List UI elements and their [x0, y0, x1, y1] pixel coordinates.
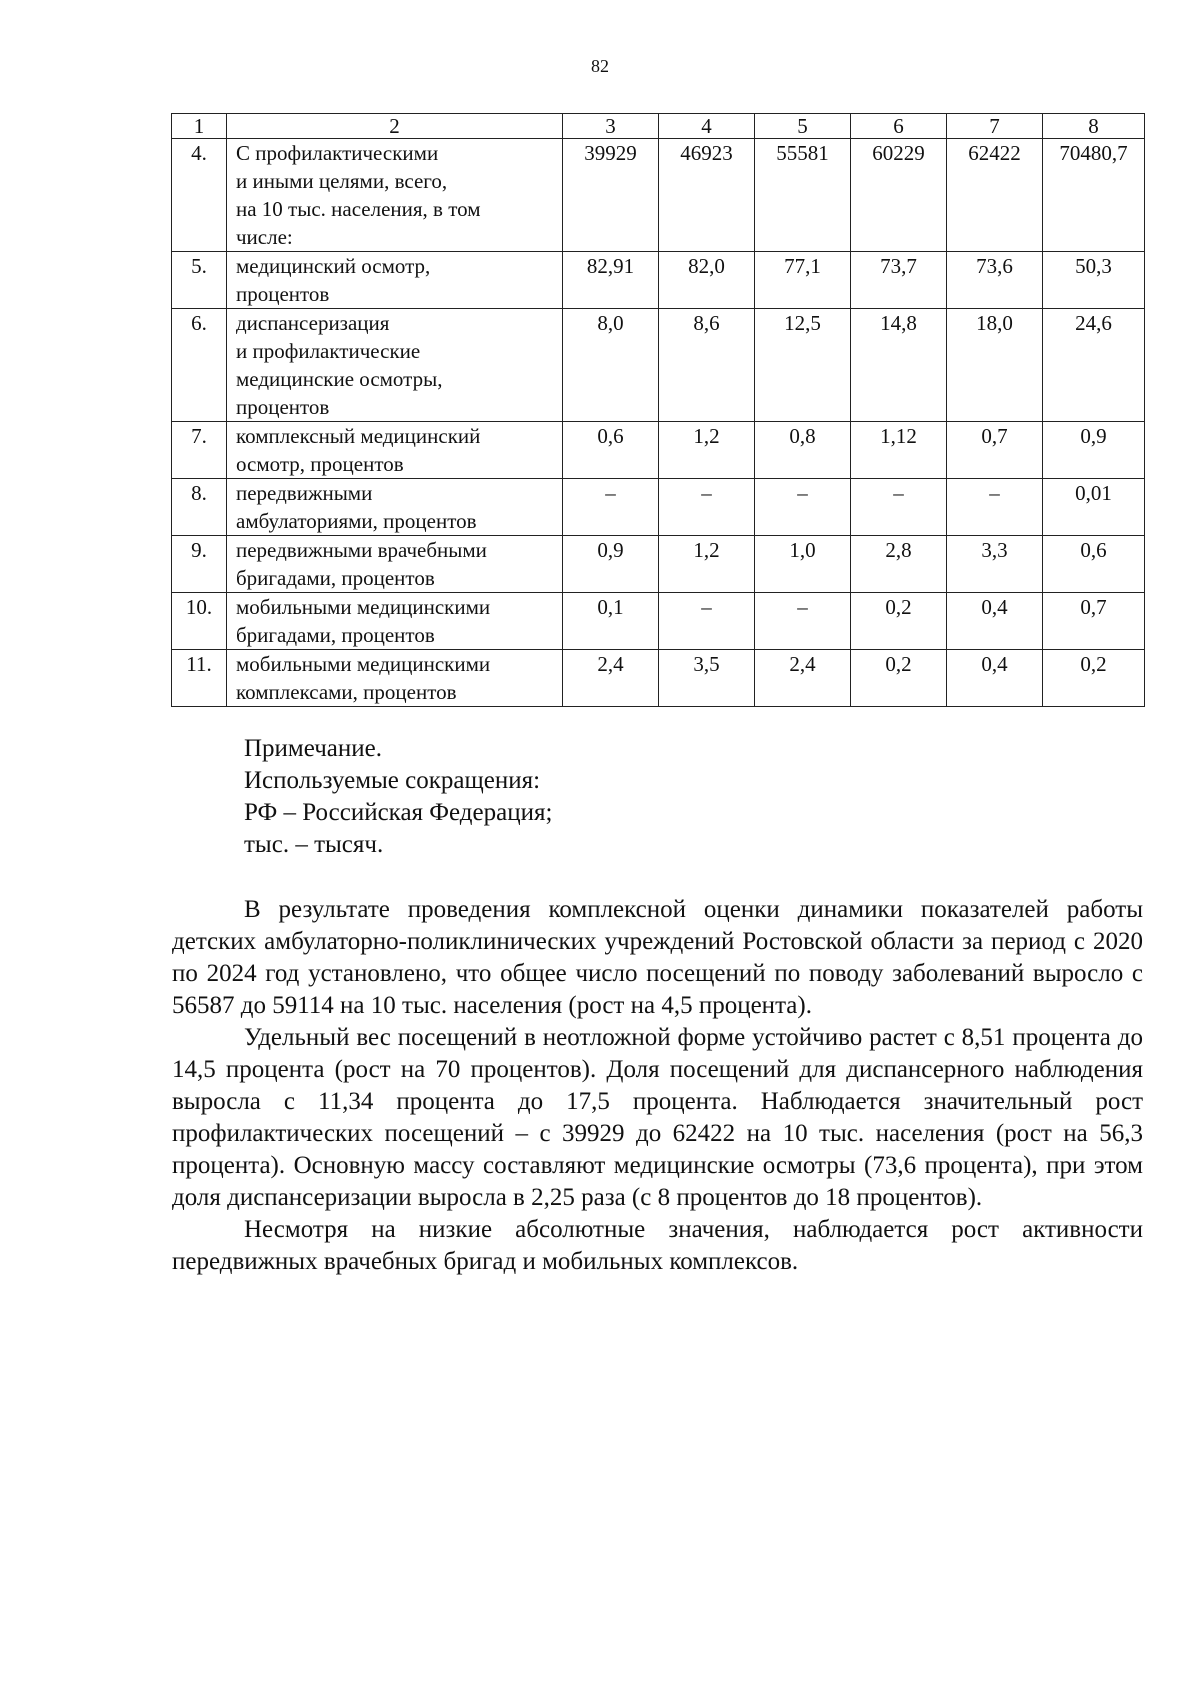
value-cell: 82,0	[659, 252, 755, 309]
row-label	[227, 479, 563, 536]
row-label-line: передвижными	[236, 481, 373, 505]
page-number: 82	[591, 56, 609, 76]
row-label	[227, 593, 563, 650]
value-cell: 73,7	[851, 252, 947, 309]
value-cell: 0,6	[1043, 536, 1145, 593]
table-row	[172, 593, 1145, 650]
row-label-line: диспансеризация	[236, 311, 390, 335]
row-label	[227, 139, 563, 252]
value-cell: –	[947, 479, 1043, 536]
table-header-row	[172, 114, 1145, 139]
row-number: 7.	[172, 422, 227, 479]
value-cell: 0,9	[1043, 422, 1145, 479]
paragraph: В результате проведения комплексной оценки динамики показателей работы детских амбулаторно-поликлинических учреждений Ростовской области за период с 2020 по 2024 год установлено, что общее число посещений по поводу заболеваний выросло с 56587 до 59114 на 10 тыс. населения (рост на 4,5 процента).	[172, 896, 1143, 1019]
value-cell: 1,2	[659, 422, 755, 479]
value-cell: 2,4	[563, 650, 659, 707]
row-label-line: на 10 тыс. населения, в том	[236, 197, 481, 221]
note-line: тыс. – тысяч.	[244, 831, 384, 858]
value-cell: 60229	[851, 139, 947, 252]
statistics-table	[171, 113, 1145, 707]
value-cell: 73,6	[947, 252, 1043, 309]
value-cell: 55581	[755, 139, 851, 252]
header-cell: 6	[851, 114, 947, 139]
value-cell: 0,4	[947, 593, 1043, 650]
body-text	[172, 894, 1143, 1278]
value-cell: –	[755, 593, 851, 650]
table-row	[172, 479, 1145, 536]
row-label-line: бригадами, процентов	[236, 623, 435, 647]
value-cell: 0,7	[947, 422, 1043, 479]
row-label	[227, 422, 563, 479]
value-cell: –	[659, 479, 755, 536]
row-label-line: комплексами, процентов	[236, 680, 457, 704]
header-cell: 8	[1043, 114, 1145, 139]
value-cell: 0,01	[1043, 479, 1145, 536]
value-cell: 0,8	[755, 422, 851, 479]
value-cell: –	[563, 479, 659, 536]
value-cell: 0,2	[851, 650, 947, 707]
table-row	[172, 422, 1145, 479]
row-label-line: числе:	[236, 225, 293, 249]
value-cell: 1,2	[659, 536, 755, 593]
value-cell: 8,6	[659, 309, 755, 422]
value-cell: –	[659, 593, 755, 650]
row-label-line: медицинский осмотр,	[236, 254, 431, 278]
row-label-line: и иными целями, всего,	[236, 169, 448, 193]
value-cell: 82,91	[563, 252, 659, 309]
header-cell: 1	[172, 114, 227, 139]
value-cell: 70480,7	[1043, 139, 1145, 252]
row-number: 9.	[172, 536, 227, 593]
value-cell: 0,9	[563, 536, 659, 593]
row-label-line: передвижными врачебными	[236, 538, 487, 562]
value-cell: 0,2	[851, 593, 947, 650]
row-label-line: медицинские осмотры,	[236, 367, 443, 391]
row-number: 8.	[172, 479, 227, 536]
note-block	[244, 733, 552, 861]
row-number: 10.	[172, 593, 227, 650]
row-label-line: мобильными медицинскими	[236, 595, 491, 619]
header-cell: 5	[755, 114, 851, 139]
header-cell: 2	[227, 114, 563, 139]
row-label	[227, 650, 563, 707]
row-label-line: и профилактические	[236, 339, 421, 363]
value-cell: 24,6	[1043, 309, 1145, 422]
note-line: РФ – Российская Федерация;	[244, 799, 553, 826]
value-cell: 77,1	[755, 252, 851, 309]
header-cell: 7	[947, 114, 1043, 139]
row-label-line: осмотр, процентов	[236, 452, 404, 476]
value-cell: 3,3	[947, 536, 1043, 593]
table-row	[172, 536, 1145, 593]
table-row	[172, 650, 1145, 707]
table-row	[172, 252, 1145, 309]
row-label-line: процентов	[236, 282, 330, 306]
paragraph: Удельный вес посещений в неотложной форме устойчиво растет с 8,51 процента до 14,5 процента (рост на 70 процентов). Доля посещений для диспансерного наблюдения выросла с 11,34 процента до 17,5 процента. Наблюдается значительный рост профилактических посещений – с 39929 до 62422 на 10 тыс. населения (рост на 56,3 процента). Основную массу составляют медицинские осмотры (73,6 процента), при этом доля диспансеризации выросла в 2,25 раза (с 8 процентов до 18 процентов).	[172, 1024, 1143, 1211]
row-label	[227, 536, 563, 593]
value-cell: 1,0	[755, 536, 851, 593]
value-cell: 14,8	[851, 309, 947, 422]
header-cell: 3	[563, 114, 659, 139]
value-cell: 1,12	[851, 422, 947, 479]
paragraph: Несмотря на низкие абсолютные значения, наблюдается рост активности передвижных врачебных бригад и мобильных комплексов.	[172, 1216, 1143, 1275]
row-number: 6.	[172, 309, 227, 422]
value-cell: 50,3	[1043, 252, 1145, 309]
value-cell: 39929	[563, 139, 659, 252]
value-cell: –	[851, 479, 947, 536]
table-row	[172, 309, 1145, 422]
value-cell: 46923	[659, 139, 755, 252]
value-cell: 8,0	[563, 309, 659, 422]
row-label-line: бригадами, процентов	[236, 566, 435, 590]
value-cell: 18,0	[947, 309, 1043, 422]
table-row	[172, 139, 1145, 252]
row-number: 11.	[172, 650, 227, 707]
value-cell: 2,8	[851, 536, 947, 593]
value-cell: 3,5	[659, 650, 755, 707]
row-number: 4.	[172, 139, 227, 252]
row-label-line: мобильными медицинскими	[236, 652, 491, 676]
row-label	[227, 252, 563, 309]
row-label	[227, 309, 563, 422]
value-cell: 0,1	[563, 593, 659, 650]
value-cell: 12,5	[755, 309, 851, 422]
value-cell: 0,4	[947, 650, 1043, 707]
value-cell: –	[755, 479, 851, 536]
note-title: Примечание.	[244, 735, 383, 762]
row-label-line: процентов	[236, 395, 330, 419]
row-label-line: С профилактическими	[236, 141, 439, 165]
row-number: 5.	[172, 252, 227, 309]
value-cell: 0,6	[563, 422, 659, 479]
value-cell: 62422	[947, 139, 1043, 252]
value-cell: 2,4	[755, 650, 851, 707]
row-label-line: амбулаториями, процентов	[236, 509, 477, 533]
note-line: Используемые сокращения:	[244, 767, 541, 794]
value-cell: 0,2	[1043, 650, 1145, 707]
header-cell: 4	[659, 114, 755, 139]
row-label-line: комплексный медицинский	[236, 424, 481, 448]
value-cell: 0,7	[1043, 593, 1145, 650]
